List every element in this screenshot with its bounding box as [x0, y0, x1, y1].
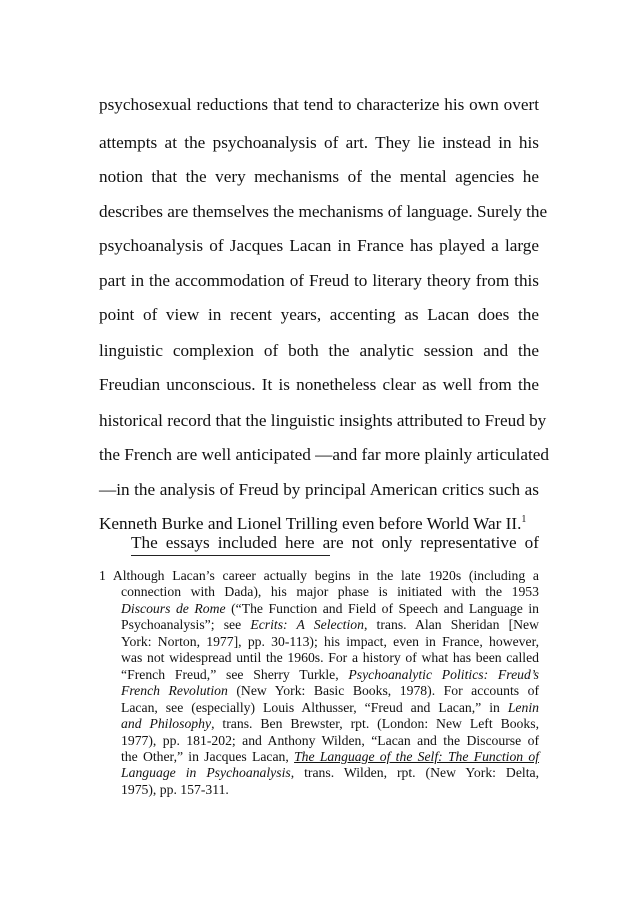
- footnote-line: [121, 650, 539, 667]
- footnote-line: [121, 749, 539, 766]
- footnote-line: [121, 667, 539, 684]
- body-line-text: Kenneth Burke and Lionel Trilling even before World War II.: [99, 514, 522, 533]
- footnote-line: [121, 634, 539, 651]
- footnote-title: French Revolution: [121, 683, 228, 699]
- footnote-line: [121, 584, 539, 601]
- footnote-line: [121, 617, 539, 634]
- footnote-text: 1975), pp. 157-311.: [121, 781, 229, 797]
- footnote-line: [121, 683, 539, 700]
- footnote-text: 1977), pp. 181-202; and Anthony Wilden, “Lacan and the Discourse of: [121, 732, 539, 748]
- paragraph-start-line: The essays included here are not only representative of: [131, 533, 539, 552]
- footnote-line: [99, 568, 539, 585]
- footnote-text: 1 Although Lacan’s career actually begins in the late 1920s (including a: [99, 568, 539, 583]
- body-line: the French are well anticipated —and far more plainly articulated: [99, 445, 550, 464]
- footnote-title: Ecrits: A Selection: [250, 617, 364, 633]
- footnote-line: [121, 765, 539, 782]
- footnote-line: [121, 782, 539, 799]
- footnote-text: the Other,” in Jacques Lacan,: [121, 748, 295, 764]
- body-line: psychoanalysis of Jacques Lacan in France has played a large: [99, 236, 539, 255]
- footnote-text: connection with Dada), his major phase is initiated with the 1953: [121, 584, 539, 600]
- footnote-line: [121, 716, 539, 733]
- footnote-text: York: Norton, 1977], pp. 30-113); his impact, even in France, however,: [121, 633, 539, 649]
- body-line: notion that the very mechanisms of the mental agencies he: [99, 167, 539, 186]
- footnote-text: (“The Function and Field of Speech and Language in: [225, 600, 540, 616]
- footnote-separator: [131, 555, 330, 556]
- body-line: historical record that the linguistic insights attributed to Freud by: [99, 411, 547, 430]
- body-line: part in the accommodation of Freud to literary theory from this: [99, 271, 539, 290]
- footnote-title: The Language of the Self: The Function of: [294, 748, 540, 764]
- body-line: linguistic complexion of both the analytic session and the: [99, 341, 539, 360]
- footnote-line: [121, 700, 539, 717]
- body-line: point of view in recent years, accenting as Lacan does the: [99, 305, 539, 324]
- footnote-title: and Philosophy: [121, 716, 212, 732]
- footnote-title: Lenin: [507, 699, 539, 715]
- footnote-text: Psychoanalysis”; see: [121, 617, 251, 633]
- body-line: Freudian unconscious. It is nonetheless clear as well from the: [99, 375, 539, 394]
- body-line: describes are themselves the mechanisms of language. Surely the: [99, 202, 548, 221]
- footnote-text: (New York: Basic Books, 1978). For accounts of: [227, 683, 539, 699]
- footnote-title: Language in Psychoanalysis: [121, 765, 291, 781]
- footnote-line: [121, 733, 539, 750]
- body-line: psychosexual reductions that tend to characterize his own overt: [99, 95, 539, 114]
- footnote-text: , trans. Wilden, rpt. (New York: Delta,: [290, 765, 539, 781]
- footnote-line: [121, 601, 539, 618]
- footnote-text: Lacan, see (especially) Louis Althusser, “Freud and Lacan,” in: [121, 699, 508, 715]
- body-line: attempts at the psychoanalysis of art. They lie instead in his: [99, 133, 539, 152]
- footnote-text: was not widespread until the 1960s. For a history of what has been called: [121, 650, 539, 666]
- footnote-text: “French Freud,” see Sherry Turkle,: [121, 666, 349, 682]
- footnote-title: Discours de Rome: [121, 600, 226, 616]
- footnote-title: Psychoanalytic Politics: Freud’s: [348, 666, 539, 682]
- footnote-reference: 1: [521, 514, 527, 525]
- body-line-last: [99, 514, 539, 534]
- body-line: —in the analysis of Freud by principal American critics such as: [99, 480, 539, 499]
- footnote-text: , trans. Alan Sheridan [New: [363, 617, 539, 633]
- footnote-text: , trans. Ben Brewster, rpt. (London: New Left Books,: [211, 716, 539, 732]
